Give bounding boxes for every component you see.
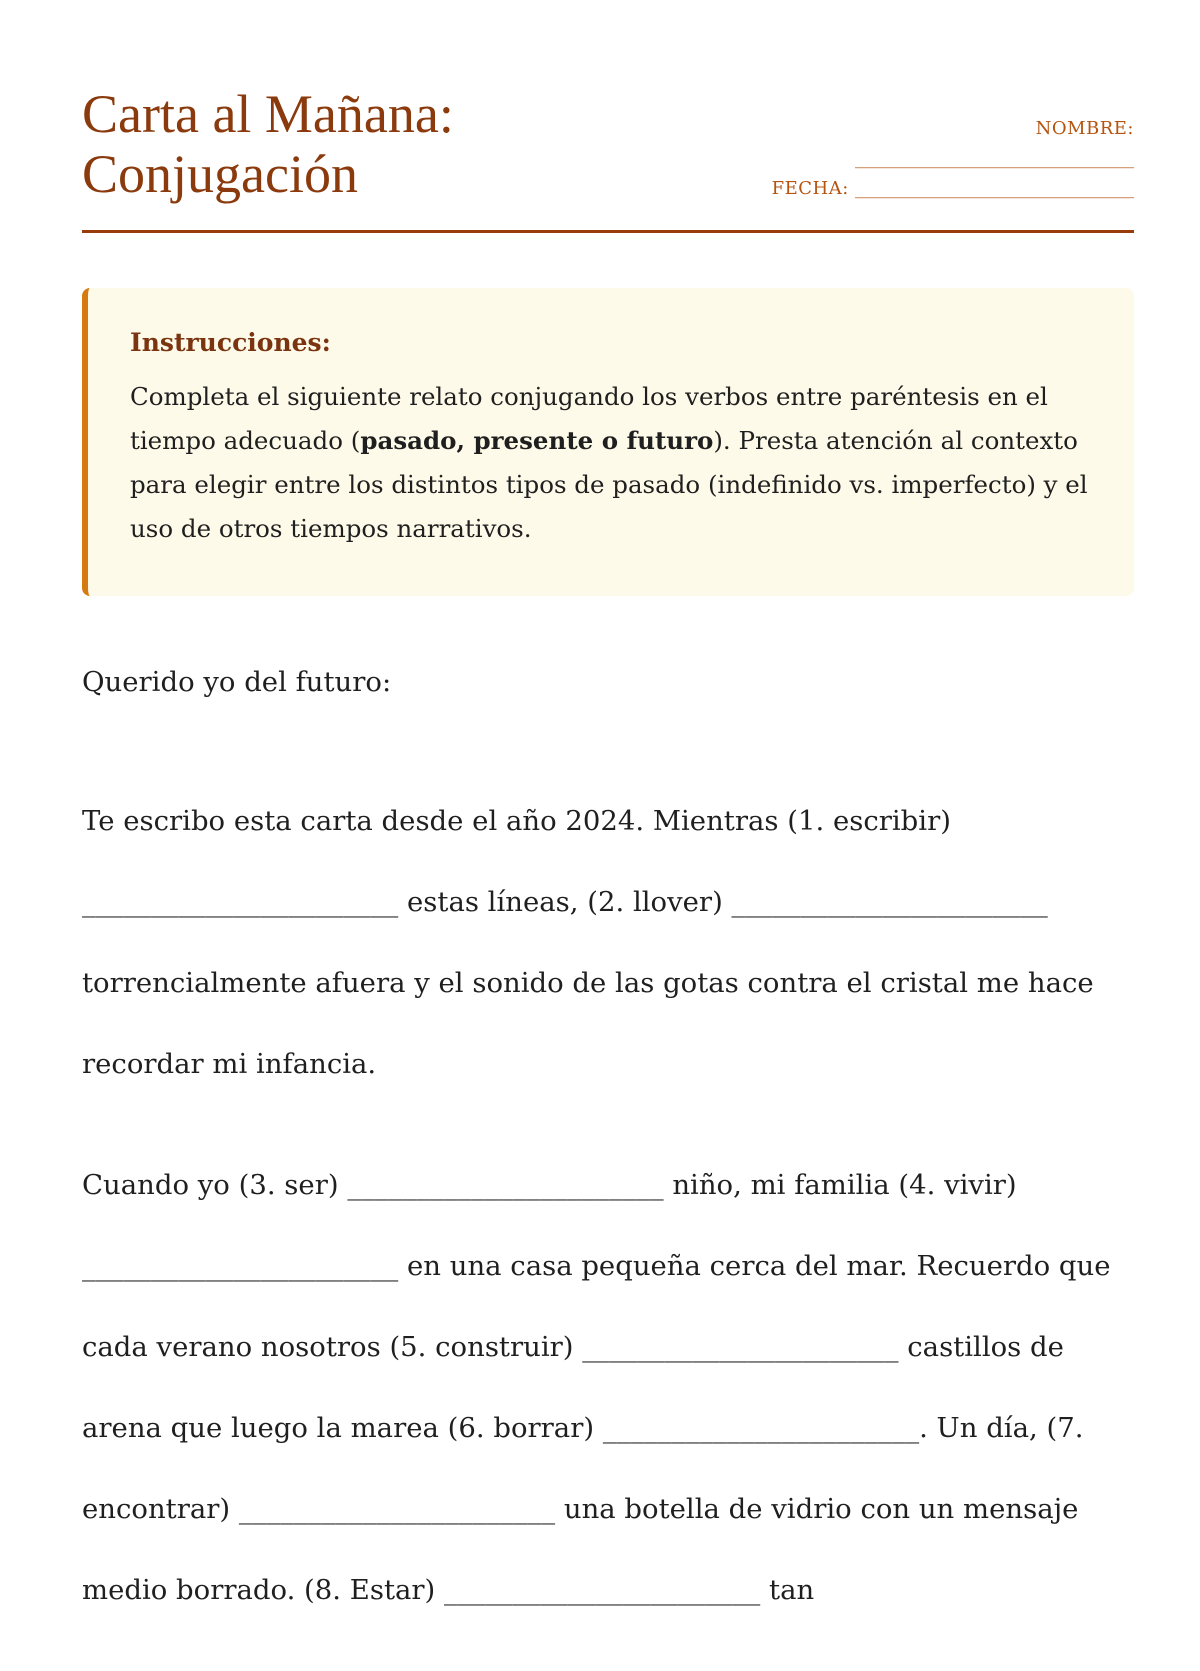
blank-4-vivir[interactable]: _______________________ xyxy=(82,1250,399,1282)
date-label: FECHA: xyxy=(771,178,849,199)
blank-8-estar[interactable]: _______________________ xyxy=(444,1574,761,1606)
blank-6-borrar[interactable]: _______________________ xyxy=(602,1412,920,1444)
title-line-1: Carta al Mañana: xyxy=(82,84,454,144)
date-row xyxy=(714,174,1134,204)
p2-text-d: castillos de arena que luego la marea (6. borrar) xyxy=(82,1331,1064,1444)
page-title xyxy=(82,84,454,204)
name-label: NOMBRE: xyxy=(1035,118,1134,139)
instructions-text xyxy=(130,375,1094,551)
instructions-box xyxy=(82,288,1134,596)
p2-text-c: en una casa pequeña cerca del mar. Recuerdo que cada verano nosotros (5. construir) xyxy=(82,1250,1111,1363)
name-line-row xyxy=(714,144,1134,174)
instructions-title: Instrucciones: xyxy=(130,328,331,357)
date-blank[interactable]: _______________________________ xyxy=(855,178,1134,199)
blank-3-ser[interactable]: _______________________ xyxy=(347,1169,664,1201)
p2-text-f: una botella de vidrio con un mensaje medio borrado. (8. Estar) xyxy=(82,1493,1079,1606)
instructions-text-end: ). Presta atención al contexto para elegir entre los distintos tipos de pasado (indefinido vs. imperfecto) y el uso de otros tiempos narrativos. xyxy=(130,426,1088,543)
name-blank[interactable]: _______________________________ xyxy=(855,148,1134,169)
blank-2-llover[interactable]: _______________________ xyxy=(731,886,1048,918)
letter-greeting: Querido yo del futuro: xyxy=(82,666,392,698)
worksheet-header xyxy=(82,80,1134,233)
p2-text-g: tan xyxy=(769,1574,815,1606)
student-info xyxy=(714,114,1134,204)
blank-7-encontrar[interactable]: _______________________ xyxy=(238,1493,556,1525)
p1-text-c: torrencialmente afuera y el sonido de las gotas contra el cristal me hace recordar mi infancia. xyxy=(82,967,1094,1080)
p2-text-a: Cuando yo (3. ser) xyxy=(82,1169,339,1201)
p1-text-b: estas líneas, (2. llover) xyxy=(407,886,723,918)
name-row xyxy=(714,114,1134,144)
paragraph-2 xyxy=(82,1145,1142,1631)
paragraph-1 xyxy=(82,781,1142,1105)
letter-exercise xyxy=(82,655,1142,1671)
p2-text-b: niño, mi familia (4. vivir) xyxy=(672,1169,1017,1201)
p2-text-e: . Un día, (7. encontrar) xyxy=(82,1412,1084,1525)
blank-5-construir[interactable]: _______________________ xyxy=(582,1331,899,1363)
blank-1-escribir[interactable]: _______________________ xyxy=(82,886,399,918)
instructions-text-start: Completa el siguiente relato conjugando los verbos entre paréntesis en el tiempo adecuado ( xyxy=(130,382,1048,455)
p1-text-a: Te escribo esta carta desde el año 2024. Mientras (1. escribir) xyxy=(82,805,951,837)
title-line-2: Conjugación xyxy=(82,144,358,204)
instructions-tenses: pasado, presente o futuro xyxy=(360,426,714,455)
